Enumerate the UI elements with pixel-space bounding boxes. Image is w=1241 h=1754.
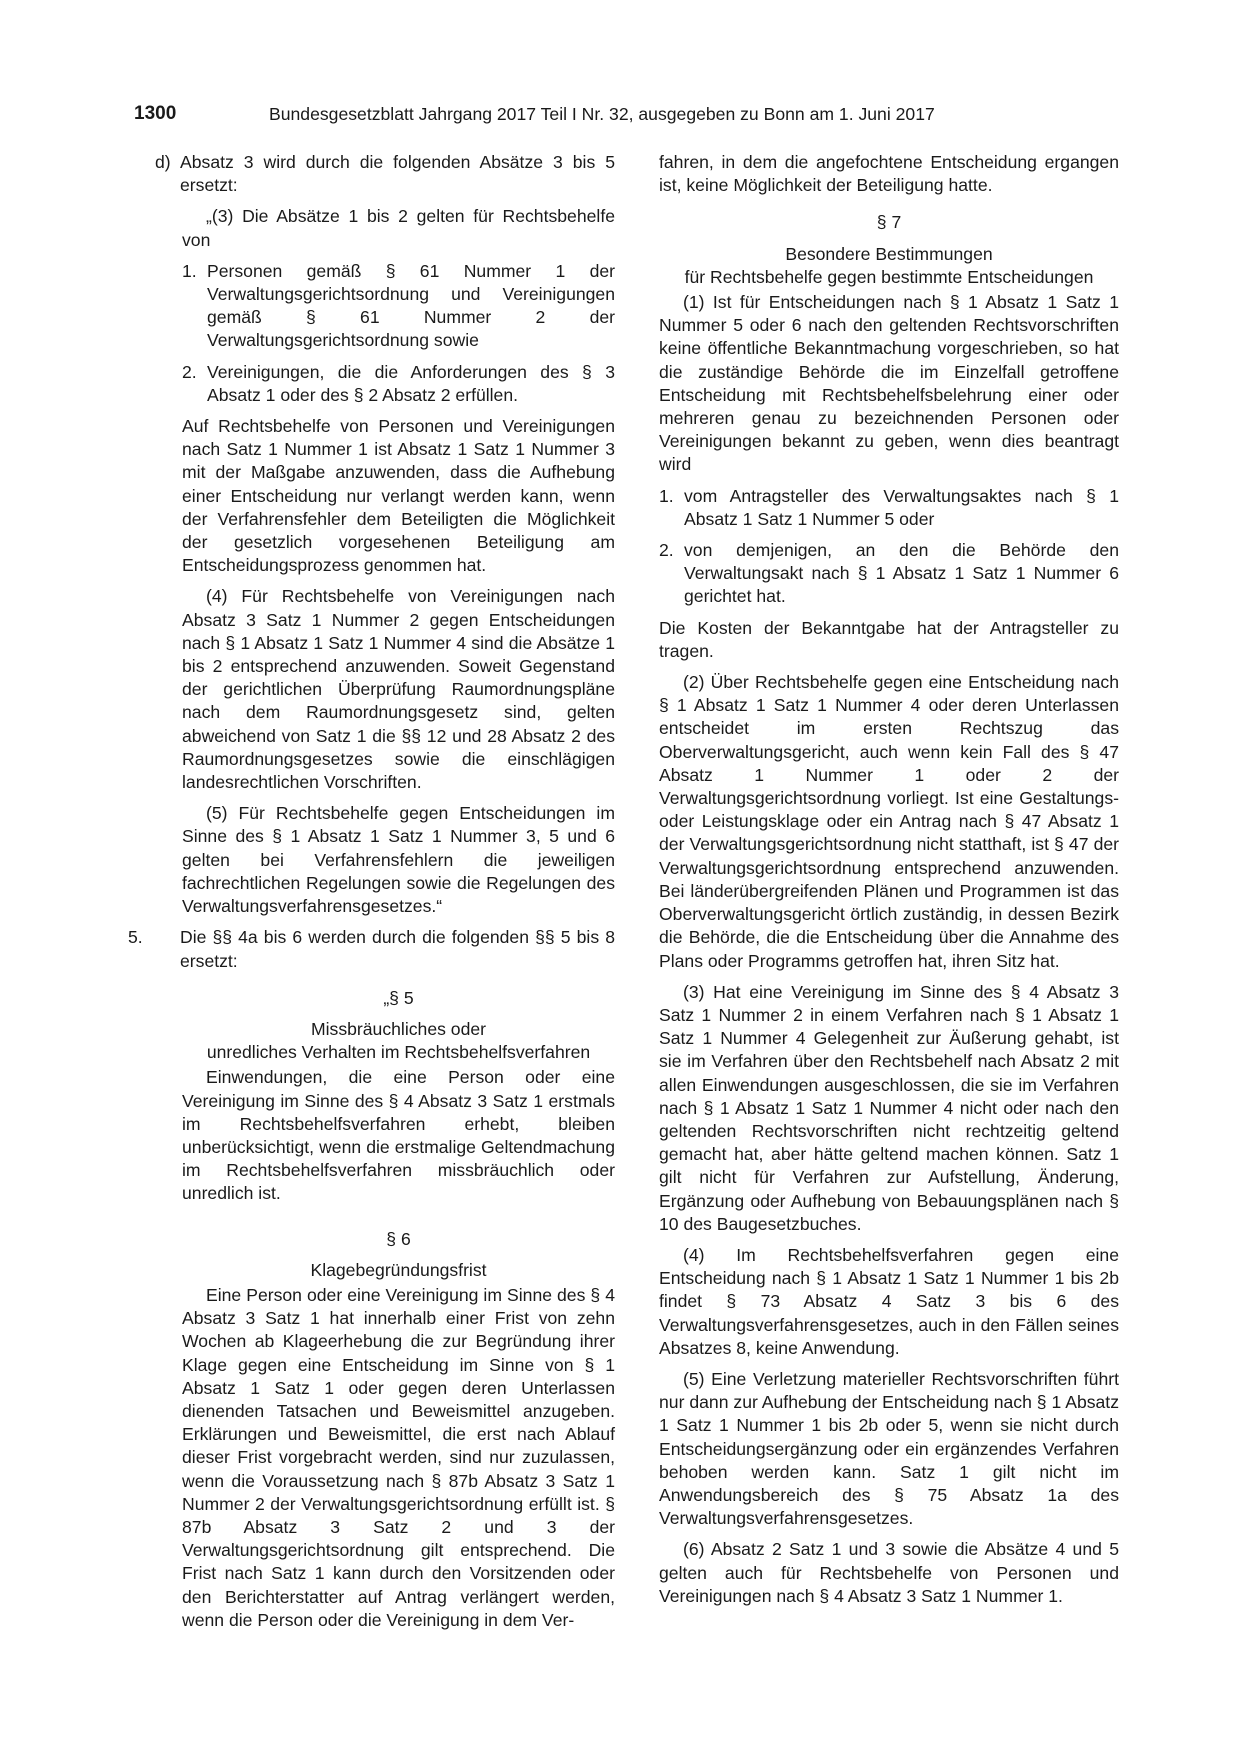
list-item-text: vom Antragsteller des Verwaltungsaktes nach § 1 Absatz 1 Satz 1 Nummer 5 oder xyxy=(684,485,1119,529)
section-7-number: § 7 xyxy=(876,212,902,233)
page-number: 1300 xyxy=(134,103,177,124)
list-item-text: Vereinigungen, die die Anforderungen des § 3 Absatz 1 oder des § 2 Absatz 2 erfüllen. xyxy=(207,361,615,405)
amendment-5 xyxy=(128,926,615,972)
section-6-continuation: fahren, in dem die angefochtene Entscheidung ergangen ist, keine Möglichkeit der Beteiligung hatte. xyxy=(659,152,1119,196)
section-7-absatz-6: (6) Absatz 2 Satz 1 und 3 sowie die Absätze 4 und 5 gelten auch für Rechtsbehelfe von Personen und Vereinigungen nach § 4 Absatz 3 Satz 1 Nummer 1. xyxy=(659,1539,1119,1606)
absatz-5: (5) Für Rechtsbehelfe gegen Entscheidungen im Sinne des § 1 Absatz 1 Satz 1 Nummer 3, 5 und 6 gelten bei Verfahrensfehlern die jeweiligen fachrechtlichen Regelungen sowie die Regelungen des Verwaltungsverfahrensgesetzes.“ xyxy=(182,803,615,917)
absatz-4: (4) Für Rechtsbehelfe von Vereinigungen nach Absatz 3 Satz 1 Nummer 2 gegen Entscheidungen nach § 1 Absatz 1 Satz 1 Nummer 4 sind die Absätze 1 bis 2 entsprechend anzuwenden. Soweit Gegenstand der gerichtlichen Überprüfung Raumordnungspläne nach dem Raumordnungsgesetz sind, gelten abweichend von Satz 1 die §§ 12 und 28 Absatz 2 des Raumordnungsgesetzes sowie die einschlägigen landesrechtlichen Vorschriften. xyxy=(182,586,615,793)
absatz-3-intro: „(3) Die Absätze 1 bis 2 gelten für Rechtsbehelfe von xyxy=(182,206,615,250)
gazette-title: Bundesgesetzblatt Jahrgang 2017 Teil I Nr. 32, ausgegeben zu Bonn am 1. Juni 2017 xyxy=(269,104,935,124)
new-sections-block xyxy=(182,981,615,1632)
section-5-text: Einwendungen, die eine Person oder eine Vereinigung im Sinne des § 4 Absatz 3 Satz 1 erstmals im Rechtsbehelfsverfahren erhebt, bleiben unberücksichtigt, wenn die erstmalige Geltendmachung im Rechtsbehelfsverfahren missbräuchlich oder unredlich ist. xyxy=(182,1067,615,1204)
list-marker: 5. xyxy=(128,927,143,948)
section-5-title-line1: Missbräuchliches oder xyxy=(310,1018,487,1039)
list-marker: 2. xyxy=(182,361,197,382)
list-marker: 1. xyxy=(182,260,197,281)
section-7-title-line1: Besondere Bestimmungen xyxy=(785,243,993,264)
section-7-absatz-2: (2) Über Rechtsbehelfe gegen eine Entscheidung nach § 1 Absatz 1 Satz 1 Nummer 4 oder deren Unterlassen entscheidet im ersten Rechtszug das Oberverwaltungsgericht, auch wenn kein Fall des § 47 Absatz 1 Nummer 1 oder 2 der Verwaltungsgerichtsordnung vorliegt. Ist eine Gestaltungs- oder Leistungsklage oder ein Antrag nach § 47 Absatz 1 der Verwaltungsgerichtsordnung nicht statthaft, ist § 47 der Verwaltungsgerichtsordnung entsprechend anzuwenden. Bei länderübergreifenden Plänen und Programmen ist das Oberverwaltungsgericht örtlich zuständig, in dessen Bezirk die Behörde, die die Entscheidung über die Annahme des Plans oder Programms getroffen hat, ihren Sitz hat. xyxy=(659,672,1119,971)
list-item xyxy=(182,260,615,353)
page-header xyxy=(134,102,1119,130)
section-7-title-line2: für Rechtsbehelfe gegen bestimmte Entscheidungen xyxy=(684,266,1094,287)
section-7-absatz-1-costs: Die Kosten der Bekanntgabe hat der Antragsteller zu tragen. xyxy=(659,617,1119,661)
list-item-text: Personen gemäß § 61 Nummer 1 der Verwaltungsgerichtsordnung und Vereinigungen gemäß § 61 Nummer 2 der Verwaltungsgerichtsordnung sowie xyxy=(207,260,615,351)
section-7-absatz-5: (5) Eine Verletzung materieller Rechtsvorschriften führt nur dann zur Aufhebung der Entscheidung nach § 1 Absatz 1 Satz 1 Nummer 1 bis 2b oder 5, wenn sie nicht durch Entscheidungsergänzung oder ein ergänzendes Verfahren behoben werden kann. Satz 1 gilt nicht im Anwendungsbereich des § 75 Absatz 1a des Verwaltungsverfahrensgesetzes. xyxy=(659,1368,1119,1529)
amendment-d xyxy=(155,151,615,197)
section-6-number: § 6 xyxy=(386,1228,411,1249)
list-item-text: von demjenigen, an den die Behörde den Verwaltungsakt nach § 1 Absatz 1 Satz 1 Nummer 6 gerichtet hat. xyxy=(684,540,1119,607)
right-column xyxy=(659,151,1119,1616)
absatz-3-text: Auf Rechtsbehelfe von Personen und Vereinigungen nach Satz 1 Nummer 1 ist Absatz 1 Satz 1 Nummer 3 mit der Maßgabe anzuwenden, dass die Aufhebung einer Entscheidung nur verlangt werden kann, wenn der Verfahrensfehler dem Beteiligten die Möglichkeit der gesetzlich vorgesehenen Beteiligung am Entscheidungsprozess genommen hat. xyxy=(182,416,615,576)
list-item xyxy=(182,361,615,407)
replacement-block xyxy=(182,205,615,918)
section-5-number: „§ 5 xyxy=(383,987,414,1008)
section-7-absatz-1: (1) Ist für Entscheidungen nach § 1 Absatz 1 Satz 1 Nummer 5 oder 6 nach den geltenden Rechtsvorschriften keine öffentliche Bekanntmachung vorgeschrieben, so hat die zuständige Behörde die im Einzelfall getroffene Entscheidung mit Rechtsbehelfsbelehrung einer oder mehreren genau zu bezeichnenden Personen oder Vereinigungen bekannt zu geben, wenn dies beantragt wird xyxy=(659,292,1119,475)
section-6-text: Eine Person oder eine Vereinigung im Sinne des § 4 Absatz 3 Satz 1 hat innerhalb einer Frist von zehn Wochen ab Klageerhebung die zur Begründung ihrer Klage gegen eine Entscheidung im Sinne von § 1 Absatz 1 Satz 1 oder gegen deren Unterlassen dienenden Tatsachen und Beweismittel anzugeben. Erklärungen und Beweismittel, die erst nach Ablauf dieser Frist vorgebracht werden, sind nur zuzulassen, wenn die Voraussetzung nach § 87b Absatz 3 Satz 1 Nummer 2 der Verwaltungsgerichtsordnung erfüllt ist. § 87b Absatz 3 Satz 2 und 3 der Verwaltungsgerichtsordnung gilt entsprechend. Die Frist nach Satz 1 kann durch den Vorsitzenden oder den Berichterstatter auf Antrag verlängert werden, wenn die Person oder die Vereinigung in dem Ver- xyxy=(182,1284,615,1630)
list-item xyxy=(659,539,1119,609)
list-marker: 2. xyxy=(659,540,674,561)
list-item xyxy=(659,485,1119,531)
amendment-5-text: Die §§ 4a bis 6 werden durch die folgenden §§ 5 bis 8 ersetzt: xyxy=(180,927,615,971)
section-7-absatz-4: (4) Im Rechtsbehelfsverfahren gegen eine Entscheidung nach § 1 Absatz 1 Satz 1 Nummer 1 bis 2b findet § 73 Absatz 4 Satz 3 bis 6 des Verwaltungsverfahrensgesetzes, auch in den Fällen seines Absatzes 8, keine Anwendung. xyxy=(659,1244,1119,1358)
section-6-title: Klagebegründungsfrist xyxy=(310,1259,487,1280)
list-marker: d) xyxy=(155,152,171,172)
section-7-absatz-3: (3) Hat eine Vereinigung im Sinne des § 4 Absatz 3 Satz 1 Nummer 2 in einem Verfahren nach § 1 Absatz 1 Satz 1 Nummer 4 Gelegenheit zur Äußerung gehabt, ist sie im Verfahren über den Rechtsbehelf nach Absatz 2 mit allen Einwendungen ausgeschlossen, die sie im Verfahren nach § 1 Absatz 1 Satz 1 Nummer 4 nicht oder nach den geltenden Rechtsvorschriften nicht rechtzeitig geltend gemacht hat, aber hätte geltend machen können. Satz 1 gilt nicht für Verfahren zur Aufstellung, Änderung, Ergänzung oder Aufhebung von Bebauungsplänen nach § 10 des Baugesetzbuches. xyxy=(659,981,1119,1234)
list-marker: 1. xyxy=(659,485,674,506)
amendment-d-text: Absatz 3 wird durch die folgenden Absätze 3 bis 5 ersetzt: xyxy=(180,152,615,196)
section-5-title-line2: unredliches Verhalten im Rechtsbehelfsverfahren xyxy=(206,1042,591,1063)
left-column xyxy=(128,151,615,1640)
